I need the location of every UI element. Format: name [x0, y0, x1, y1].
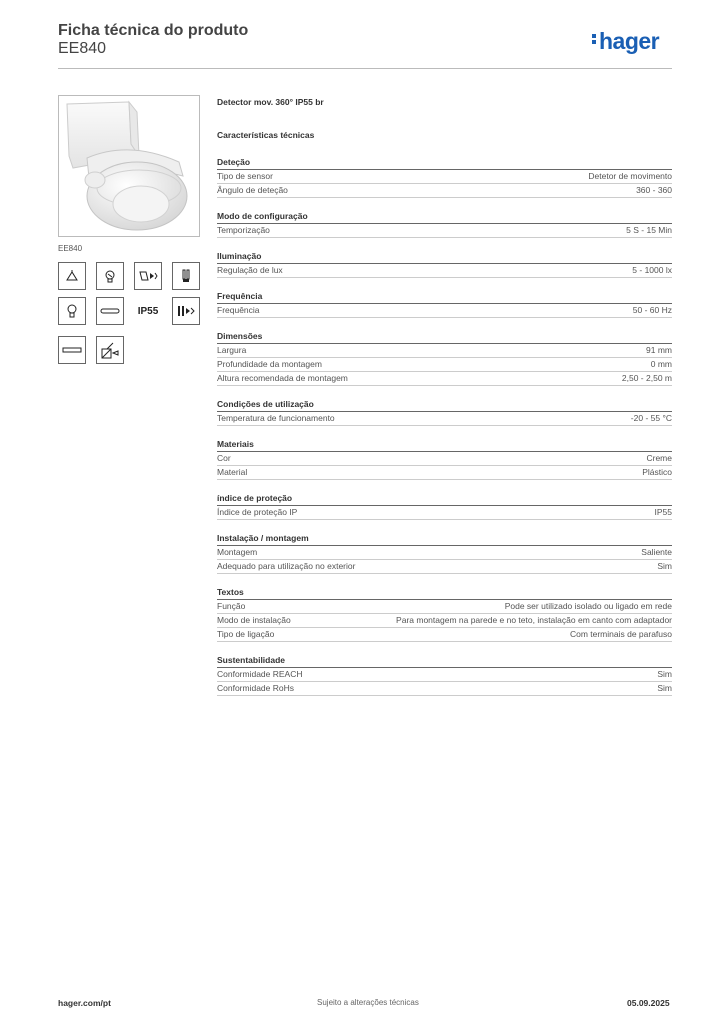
spec-label: Cor: [217, 453, 231, 463]
spec-label: Material: [217, 467, 248, 477]
spec-label: Altura recomendada de montagem: [217, 373, 348, 383]
spec-section: [217, 654, 672, 696]
ip55-icon: IP55: [134, 297, 162, 325]
spec-section: [217, 290, 672, 318]
spec-value: Com terminais de parafuso: [569, 629, 672, 639]
section-title: Modo de configuração: [217, 210, 672, 224]
led-lamp-icon: [172, 297, 200, 325]
spec-section: [217, 438, 672, 480]
spec-value: -20 - 55 °C: [630, 413, 672, 423]
spec-label: Ângulo de deteção: [217, 185, 288, 195]
spec-row: [217, 358, 672, 372]
spec-section: [217, 250, 672, 278]
incandescent-bulb-icon: [58, 297, 86, 325]
spec-row: [217, 546, 672, 560]
spec-value: Para montagem na parede e no teto, instalação em canto com adaptador: [396, 615, 672, 625]
spec-row: [217, 466, 672, 480]
spec-section: [217, 210, 672, 238]
spec-row: [217, 628, 672, 642]
spec-label: Conformidade REACH: [217, 669, 303, 679]
fluorescent-tube-icon: [172, 262, 200, 290]
section-title: Instalação / montagem: [217, 532, 672, 546]
spec-value: Saliente: [641, 547, 672, 557]
logo-text: hager: [599, 28, 660, 54]
spec-section: [217, 586, 672, 642]
section-title: Deteção: [217, 156, 672, 170]
spec-row: [217, 412, 672, 426]
product-code: EE840: [58, 40, 107, 57]
product-name: Detector mov. 360° IP55 br: [217, 97, 324, 107]
tech-characteristics-title: Características técnicas: [217, 130, 315, 140]
footer-notice: Sujeito a alterações técnicas: [317, 998, 419, 1007]
spec-row: [217, 372, 672, 386]
header-divider: [58, 68, 672, 69]
spec-value: 360 - 360: [636, 185, 672, 195]
spec-row: [217, 304, 672, 318]
spec-label: Modo de instalação: [217, 615, 291, 625]
spec-label: Largura: [217, 345, 247, 355]
spec-row: [217, 600, 672, 614]
spec-section: [217, 330, 672, 386]
spec-value: Creme: [646, 453, 672, 463]
spec-row: [217, 668, 672, 682]
spec-label: Índice de proteção IP: [217, 507, 298, 517]
section-title: Condições de utilização: [217, 398, 672, 412]
section-title: Materiais: [217, 438, 672, 452]
spec-row: [217, 224, 672, 238]
spec-label: Tipo de ligação: [217, 629, 275, 639]
spec-label: Adequado para utilização no exterior: [217, 561, 356, 571]
spec-label: Temporização: [217, 225, 270, 235]
spec-label: Profundidade da montagem: [217, 359, 322, 369]
spec-value: 5 - 1000 lx: [632, 265, 672, 275]
spec-value: Sim: [657, 561, 672, 571]
spec-value: Plástico: [642, 467, 672, 477]
spec-section: [217, 492, 672, 520]
section-title: índice de proteção: [217, 492, 672, 506]
section-title: Textos: [217, 586, 672, 600]
spec-label: Temperatura de funcionamento: [217, 413, 335, 423]
spec-value: Detetor de movimento: [588, 171, 672, 181]
spec-value: Sim: [657, 683, 672, 693]
spec-row: [217, 614, 672, 628]
product-photo: [58, 95, 200, 237]
spec-value: 2,50 - 2,50 m: [621, 373, 672, 383]
spec-row: [217, 506, 672, 520]
spec-row: [217, 560, 672, 574]
spec-row: [217, 344, 672, 358]
footer-website[interactable]: hager.com/pt: [58, 998, 111, 1008]
lamp-icon: [58, 262, 86, 290]
hager-logo: [592, 28, 659, 55]
spec-value: 5 S - 15 Min: [626, 225, 672, 235]
product-reference: EE840: [58, 244, 83, 253]
sensor-mount-icon: [96, 336, 124, 364]
spec-row: [217, 184, 672, 198]
spec-row: [217, 452, 672, 466]
footer-date: 05.09.2025: [627, 998, 670, 1008]
spec-section: [217, 398, 672, 426]
section-title: Dimensões: [217, 330, 672, 344]
spec-label: Frequência: [217, 305, 260, 315]
spec-value: Pode ser utilizado isolado ou ligado em rede: [504, 601, 672, 611]
spec-value: Sim: [657, 669, 672, 679]
bulb-icon: [96, 262, 124, 290]
led-driver-icon: [134, 262, 162, 290]
spec-section: [217, 156, 672, 198]
spec-value: 0 mm: [650, 359, 672, 369]
spec-label: Função: [217, 601, 246, 611]
section-title: Iluminação: [217, 250, 672, 264]
technical-content: [217, 97, 672, 696]
spec-value: IP55: [654, 507, 672, 517]
spec-label: Regulação de lux: [217, 265, 283, 275]
page-title: Ficha técnica do produto: [58, 22, 249, 39]
section-title: Frequência: [217, 290, 672, 304]
strip-tube-icon: [58, 336, 86, 364]
spec-row: [217, 682, 672, 696]
spec-label: Montagem: [217, 547, 258, 557]
spec-label: Tipo de sensor: [217, 171, 273, 181]
spec-value: 91 mm: [646, 345, 672, 355]
spec-value: 50 - 60 Hz: [632, 305, 672, 315]
section-title: Sustentabilidade: [217, 654, 672, 668]
sections-container: [217, 156, 672, 696]
linear-tube-icon: [96, 297, 124, 325]
spec-row: [217, 264, 672, 278]
spec-row: [217, 170, 672, 184]
spec-section: [217, 532, 672, 574]
spec-label: Conformidade RoHs: [217, 683, 295, 693]
